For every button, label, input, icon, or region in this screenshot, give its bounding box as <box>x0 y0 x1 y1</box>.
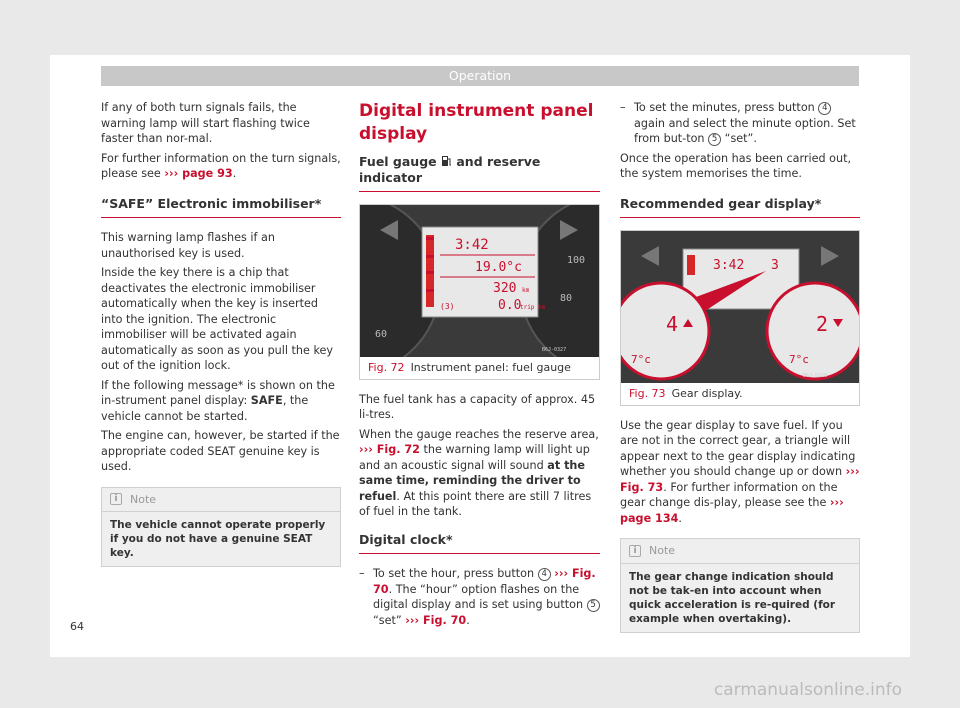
button-number: 4 <box>538 568 551 581</box>
figure-caption: Fig. 72 Instrument panel: fuel gauge <box>368 361 571 374</box>
info-icon: i <box>110 493 122 505</box>
button-number: 4 <box>818 102 831 115</box>
gear-time: 3:42 <box>713 258 745 273</box>
paragraph: If the following message* is shown on the in-strument panel display: SAFE, the vehicle cannot be started. <box>101 378 335 423</box>
figure-link[interactable]: ››› Fig. 73 <box>620 465 860 494</box>
figure-73 <box>620 230 860 406</box>
page-number: 64 <box>70 620 84 633</box>
note-box <box>620 538 860 633</box>
paragraph: The engine can, however, be started if the appropriate coded SEAT genuine key is used. <box>101 429 340 473</box>
figure-72 <box>359 204 600 380</box>
figure-code: B6J-0328 <box>803 373 828 379</box>
gear-temp: 7°c <box>789 353 809 366</box>
list-item: – To set the minutes, press button 4 again and select the minute option. Set from but-ton 5 “set”. <box>620 100 860 147</box>
note-text: The vehicle cannot operate properly if you do not have a genuine SEAT key. <box>110 519 326 559</box>
instruction-list <box>359 566 600 628</box>
display-gear: (3) <box>440 302 455 311</box>
page-link[interactable]: ››› page 93 <box>164 167 233 180</box>
section-heading: “SAFE” Electronic immobiliser* <box>101 196 341 219</box>
svg-text:60: 60 <box>375 329 388 340</box>
paragraph: For further information on the turn signals, please see ››› page 93. <box>101 151 341 180</box>
note-text: The gear change indication should not be tak-en into account when quick acceleration is re-quired (for example when overtaking). <box>629 570 836 625</box>
display-trip: 0.0 <box>498 298 522 313</box>
instrument-panel-image <box>360 205 599 357</box>
display-trip-unit: trip km <box>520 304 546 311</box>
list-item: – To set the hour, press button 4 ››› Fig. 70. The “hour” option flashes on the digital display and is set using button 5 “set” ››› Fig. 70. <box>359 566 600 628</box>
figure-link[interactable]: ››› Fig. 72 <box>359 443 420 456</box>
svg-text:80: 80 <box>560 293 573 304</box>
info-icon: i <box>629 545 641 557</box>
display-temp: 19.0°c <box>475 260 522 275</box>
note-label: Note <box>130 492 157 506</box>
gear-display-image <box>621 231 859 383</box>
paragraph: Use the gear display to save fuel. If you are not in the correct gear, a triangle will appear next to the gear display indicating whether you should change up or down ››› Fig. 73. For further information on the gear change dis-play, please see the ››› page 134. <box>620 418 860 525</box>
section-heading-clock: Digital clock* <box>359 532 600 555</box>
page-title: Digital instrument panel display <box>359 101 594 144</box>
paragraph: If any of both turn signals fails, the warning lamp will start flashing twice faster than nor-mal. <box>101 101 310 145</box>
paragraph: Inside the key there is a chip that deactivates the electronic immobiliser automatically when the key is inserted into the ignition. The electronic immobiliser will be activated again automatically as soon as you pull the key out of the ignition lock. <box>101 266 334 372</box>
column-3 <box>620 100 860 633</box>
display-range: 320 <box>493 281 517 296</box>
figure-caption: Fig. 73 Gear display. <box>629 387 743 400</box>
svg-text:100: 100 <box>567 255 586 266</box>
watermark: carmanualsonline.info <box>713 680 902 700</box>
page-link[interactable]: ››› page 134 <box>620 496 844 525</box>
section-header: Operation <box>101 66 859 86</box>
column-2 <box>359 100 600 632</box>
button-number: 5 <box>708 133 721 146</box>
figure-link[interactable]: ››› Fig. 70 <box>405 613 467 627</box>
gear-up-number: 4 <box>666 312 679 336</box>
display-time: 3:42 <box>455 237 489 253</box>
section-heading: Recommended gear display* <box>620 196 860 219</box>
section-heading-fuel: Fuel gauge and reserve indicator <box>359 154 600 192</box>
paragraph: The fuel tank has a capacity of approx. 45 li-tres. <box>359 392 596 421</box>
gear-down-number: 2 <box>816 312 829 336</box>
paragraph: When the gauge reaches the reserve area, ››› Fig. 72 the warning lamp will light up and an acoustic signal will sound at the same time, reminding the driver to refuel. At this point there are still 7 litres of fuel in the tank. <box>359 427 599 518</box>
button-number: 5 <box>587 599 600 612</box>
gear-number: 3 <box>771 258 779 273</box>
note-label: Note <box>649 544 676 557</box>
note-box <box>101 487 341 568</box>
figure-link[interactable]: ››› Fig. 70 <box>373 567 596 596</box>
instruction-list <box>620 100 860 147</box>
column-1 <box>101 100 341 567</box>
fuel-pump-icon <box>441 155 452 167</box>
gear-temp: 7°c <box>631 353 651 366</box>
figure-code: B6J-0327 <box>542 347 567 353</box>
paragraph: This warning lamp flashes if an unauthorised key is used. <box>101 231 275 260</box>
paragraph: Once the operation has been carried out, the system memorises the time. <box>620 151 852 180</box>
display-range-unit: km <box>522 287 530 294</box>
